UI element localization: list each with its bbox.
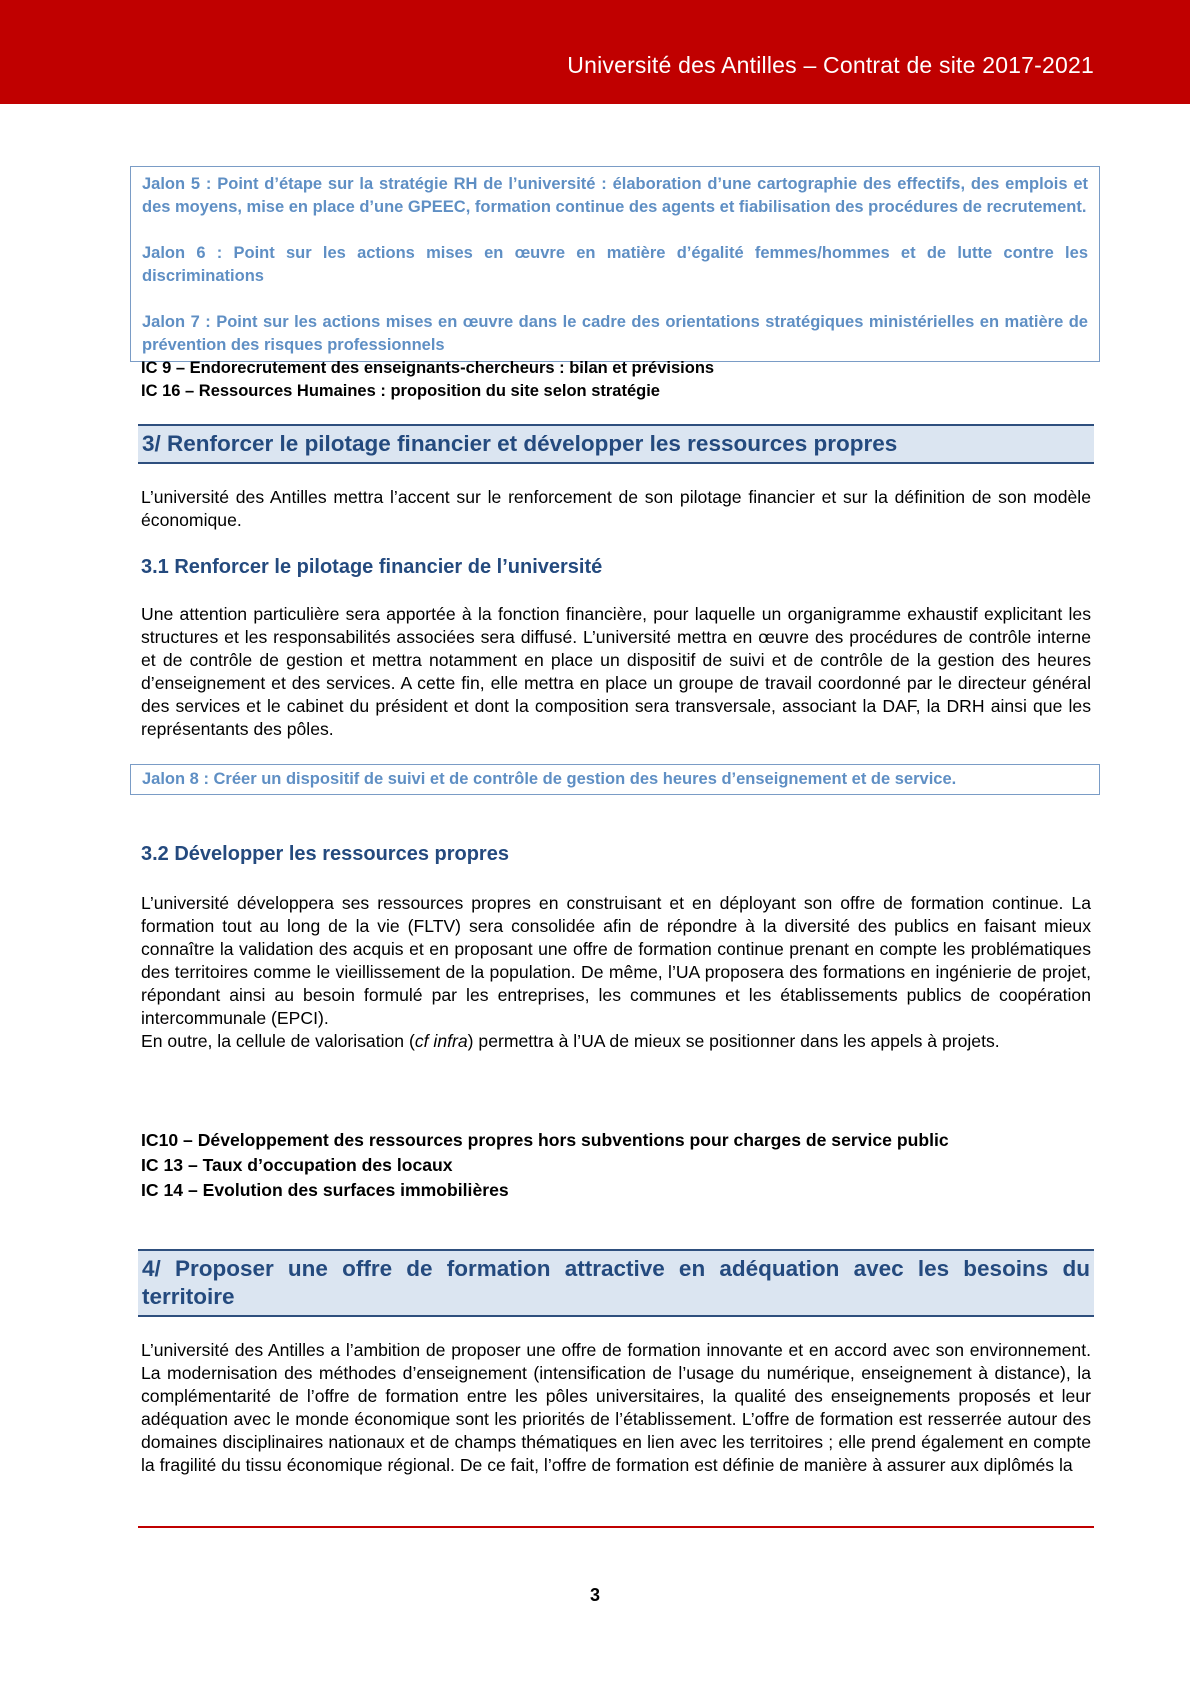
- section-4-heading: 4/ Proposer une offre de formation attractive en adéquation avec les besoins du territoire: [138, 1249, 1094, 1317]
- subsection-3-2-valorisation: [141, 1030, 1091, 1053]
- jalon-6-text: Jalon 6 : Point sur les actions mises en œuvre en matière d’égalité femmes/hommes et de lutte contre les discriminations: [142, 244, 1088, 285]
- footer-rule: [138, 1526, 1094, 1528]
- valorisation-text-start: En outre, la cellule de valorisation (: [141, 1031, 415, 1051]
- jalon-8-box: [130, 764, 1100, 795]
- indicator-ic13: IC 13 – Taux d’occupation des locaux: [141, 1155, 453, 1175]
- subsection-3-1-text: Une attention particulière sera apportée à la fonction financière, pour laquelle un organigramme exhaustif explicitant les structures et les responsabilités associées sera diffusé. L’université mettra en œuvre des procédures de contrôle interne et de contrôle de gestion et mettra notamment en place un dispositif de suivi et de contrôle de la gestion des heures d’enseignement et des services. A cette fin, elle mettra en place un groupe de travail coordonné par le directeur général des services et le cabinet du président et dont la composition sera transversale, associant la DAF, la DRH ainsi que les représentants des pôles.: [141, 604, 1091, 739]
- section-4-text: L’université des Antilles a l’ambition de proposer une offre de formation innovante et en accord avec son environnement. La modernisation des méthodes d’enseignement (intensification de l’usage du numérique, enseignement à distance), la complémentarité de l’offre de formation entre les pôles universitaires, la qualité des enseignements proposés et leur adéquation avec le monde économique sont les priorités de l’établissement. L’offre de formation est resserrée autour des domaines disciplinaires nationaux et de champs thématiques en lien avec les territoires ; elle prend également en compte la fragilité du tissu économique régional. De ce fait, l’offre de formation est définie de manière à assurer aux diplômés la: [141, 1340, 1091, 1475]
- jalon-5-text: Jalon 5 : Point d’étape sur la stratégie RH de l’université : élaboration d’une cartographie des effectifs, des emplois et des moyens, mise en place d’une GPEEC, formation continue des agents et fiabilisation des procédures de recrutement.: [142, 175, 1088, 216]
- subsection-3-2-text: [141, 892, 1091, 1053]
- section-3-intro: L’université des Antilles mettra l’accent sur le renforcement de son pilotage financier et sur la définition de son modèle économique.: [141, 487, 1091, 530]
- cf-infra-text: cf infra: [414, 1031, 468, 1051]
- indicator-ic14: IC 14 – Evolution des surfaces immobilières: [141, 1180, 509, 1200]
- indicator-list-hr: [141, 357, 1091, 403]
- page-number: 3: [589, 1585, 600, 1605]
- document-title: Université des Antilles – Contrat de site 2017-2021: [567, 52, 1094, 78]
- subsection-3-1-heading: 3.1 Renforcer le pilotage financier de l’université: [141, 556, 603, 578]
- indicator-ic16: IC 16 – Ressources Humaines : proposition du site selon stratégie: [141, 382, 660, 400]
- subsection-3-2-paragraph: L’université développera ses ressources propres en construisant et en déployant son offre de formation continue. La formation tout au long de la vie (FLTV) sera consolidée afin de répondre à la diversité des publics en faisant mieux connaître la validation des acquis et en proposant une offre de formation continue prenant en compte les problématiques des territoires comme le vieillissement de la population. De même, l’UA proposera des formations en ingénierie de projet, répondant ainsi au besoin formulé par les entreprises, les communes et les établissements publics de coopération intercommunale (EPCI).: [141, 893, 1091, 1028]
- indicator-ic9: IC 9 – Endorecrutement des enseignants-chercheurs : bilan et prévisions: [141, 359, 715, 377]
- jalon-7-text: Jalon 7 : Point sur les actions mises en œuvre dans le cadre des orientations stratégiques ministérielles en matière de prévention des risques professionnels: [142, 313, 1088, 354]
- jalon-box-hr: [130, 166, 1100, 362]
- indicator-list-finance: [141, 1128, 1091, 1203]
- section-3-heading: 3/ Renforcer le pilotage financier et développer les ressources propres: [138, 424, 1094, 464]
- subsection-3-2-heading: 3.2 Développer les ressources propres: [141, 843, 509, 865]
- indicator-ic10: IC10 – Développement des ressources propres hors subventions pour charges de service public: [141, 1130, 949, 1150]
- page-header-band: [0, 0, 1190, 104]
- jalon-8-text: Jalon 8 : Créer un dispositif de suivi et de contrôle de gestion des heures d’enseignement et de service.: [142, 770, 957, 788]
- valorisation-text-end: ) permettra à l’UA de mieux se positionner dans les appels à projets.: [467, 1031, 1000, 1051]
